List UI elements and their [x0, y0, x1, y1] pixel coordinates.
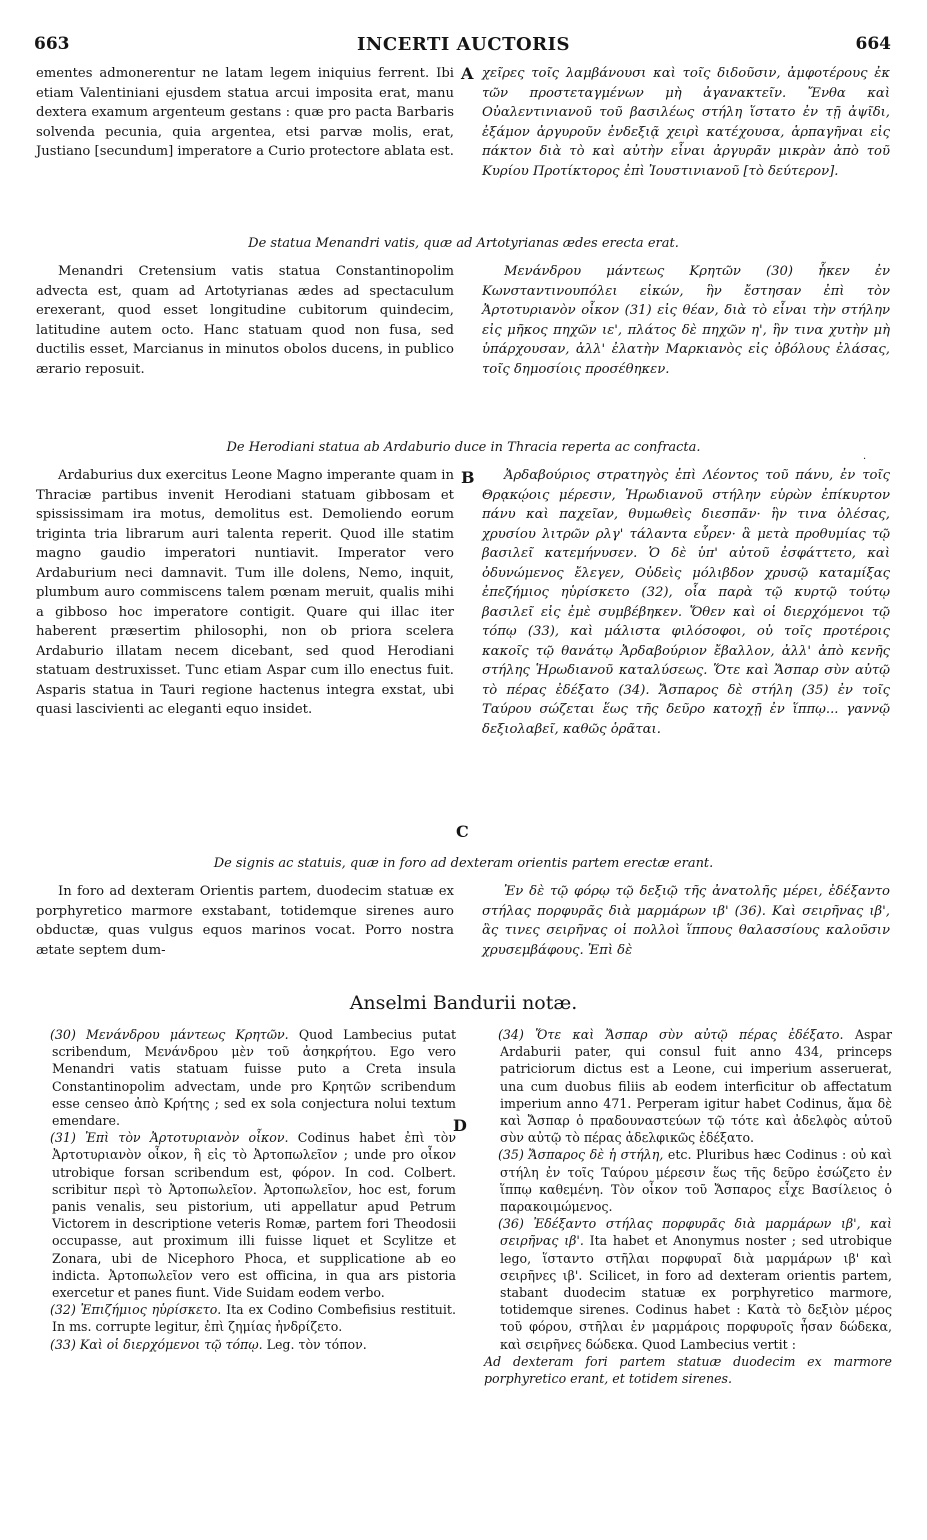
- note-item: [36, 1336, 456, 1353]
- note-text: Aspar Ardaburii pater, qui consul fuit anno 434, princeps patriciorum dictus est a Leone, cui imperium asseruerat, una cum duobus filiis ab eodem interficitur ob affectatum imperium anno 471. Perperam igitur habet Codinus, ἅμα δὲ καὶ Ἄσπαρ ὁ πραδουναστεύων τῷ τότε καὶ ἀδελφὸς αὐτοῦ σὺν αὐτῷ τὸ πέρας ἀδελφικῶς ἐδέξατο.: [500, 1027, 892, 1146]
- note-lemma: (32) Ἐπιζήμιος ηὑρίσκετο.: [50, 1302, 222, 1318]
- greek-paragraph: Ἀρδαβούριος στρατηγὸς ἐπὶ Λέοντος τοῦ πάνυ, ἐν τοῖς Θρᾳκῴοις μέρεσιν, Ἡρωδιανοῦ στήλην εὑρὼν ἐπίκυρτον πάνυ καὶ παχεῖαν, θυμωθεὶς διεσπᾶν· ἣν τινα ὀλέσας, χρυσίου λιτρῶν ρλγ' τάλαντα εὗρεν· ἃ μετὰ προθυμίας τῷ βασιλεῖ κατεμήνυσεν. Ὁ δὲ ὑπ' αὐτοῦ ἐσφάττετο, καὶ ὀδυνώμενος ἔλεγεν, Οὐδεὶς μόλιβδον χρυσῷ καταμίξας ἐπεζήμιος ηὑρίσκετο (32), οἷα παρὰ τῷ κυρτῷ τούτῳ βασιλεῖ εἰς ἐμὲ συμβέβηκεν. Ὅθεν καὶ οἱ διερχόμενοι τῷ τόπῳ (33), καὶ μάλιστα φιλόσοφοι, οὐ τοῖς προτέροις κακοῖς τῷ θανάτῳ Ἀρδαβούριον ἔβαλλον, ἀλλ' ἀπὸ κενῆς στήλης Ἡρωδιανοῦ καταλύσεως. Ὅτε καὶ Ἄσπαρ σὺν αὐτῷ τὸ πέρας ἐδέξατο (34). Ἄσπαρος δὲ στήλη (35) ἐν τοῖς Ταύρου σώζεται ἕως τῆς δεῦρο κατοχῇ ἐν ἵππῳ... γαννῷ δεξιολαβεῖ, καθῶς ὁρᾶται.: [482, 468, 890, 737]
- margin-mark-b: B: [461, 468, 475, 487]
- margin-mark-d: D: [453, 1116, 467, 1135]
- note-item: [36, 1026, 456, 1129]
- latin-column: [36, 262, 454, 379]
- greek-column: [482, 262, 890, 379]
- note-lemma: (31) Ἐπὶ τὸν Ἀρτοτυριανὸν οἶκον.: [50, 1130, 289, 1146]
- notes-heading: Anselmi Bandurii notæ.: [349, 992, 578, 1014]
- latin-column: [36, 466, 454, 720]
- section-heading: De signis ac statuis, quæ in foro ad dexteram orientis partem erectæ erant.: [213, 856, 714, 871]
- greek-paragraph: χεῖρες τοῖς λαμβάνουσι καὶ τοῖς διδοῦσιν, ἀμφοτέρους ἐκ τῶν προστεταγμένων μὴ ἀγανακτεῖν. Ἔνθα καὶ Οὐαλεντινιανοῦ τοῦ βασιλέως στήλη ἵστατο ἐν τῇ ἀψῖδι, ἐξάμον ἀργυροῦν ἐνδεξιᾷ χειρὶ κατέχουσα, ἁρπαγῆναι εἰς πάκτον διὰ τὸ καὶ αὐτὴν εἶναι ἀργυρᾶν μικρὰν ἀπὸ τοῦ Κυρίου Προτίκτορος ἐπὶ Ἰουστινιανοῦ [τὸ δεύτερον].: [482, 66, 890, 179]
- page-number-left: 663: [34, 34, 70, 54]
- note-lemma: (35) Ἄσπαρος δὲ ἡ στήλη,: [498, 1147, 664, 1163]
- note-lemma: (33) Καὶ οἱ διερχόμενοι τῷ τόπῳ.: [50, 1336, 263, 1352]
- section-heading: De statua Menandri vatis, quæ ad Artotyrianas ædes erecta erat.: [248, 236, 679, 251]
- note-text: Codinus habet ἐπὶ τὸν Ἀρτοτυριανὸν οἶκον, ἢ εἰς τὸ Ἀρτοπωλεῖον ; unde pro οἶκον utrobique forsan scribendum est, φόρον. In cod. Colbert. scribitur περὶ τὸ Ἀρτοπωλεῖον. Ἀρτοπωλεῖον, hoc est, forum panis venalis, seu pistorium, uti appellatur apud Petrum Victorem in descriptione veteris Romæ, partem fori Theodosii occupasse, aut proximum illi fuisse liquet et Scylitze et Zonara, ubi de Nicephoro Phoca, et supplicatione ab eo indicta. Ἀρτοπωλεῖον vero est officina, in qua ars pistoria exercetur et panes fiunt. Vide Suidam eodem verbo.: [52, 1130, 456, 1301]
- note-text: Leg. τὸν τόπον.: [262, 1336, 367, 1352]
- notes-column-left: [36, 1026, 456, 1353]
- note-lemma: (34) Ὅτε καὶ Ἄσπαρ σὺν αὐτῷ πέρας ἐδέξατο.: [498, 1027, 844, 1042]
- note-text: etc. Pluribus hæc Codinus : οὐ καὶ στήλη ἐν τοῖς Ταύρου μέρεσιν ἕως τῆς δεῦρο ἐσώζετο ἐν ἵππῳ καθεμένη. Τὸν οἶκον τοῦ Ἄσπαρος εἶχε Βασίλειος ὁ παρακοιμώμενος.: [500, 1147, 892, 1215]
- latin-column: [36, 882, 454, 960]
- page-number-right: 664: [855, 34, 891, 54]
- greek-column: [482, 882, 890, 960]
- greek-paragraph: Ἐν δὲ τῷ φόρῳ τῷ δεξιῷ τῆς ἀνατολῆς μέρει, ἐδέξαντο στήλας πορφυρᾶς διὰ μαρμάρων ιβ' (36). Καὶ σειρῆνας ιβ', ἃς τινες σειρῆνας οἱ πολλοὶ ἵππους θαλασσίους καλοῦσιν χρυσεμβάφους. Ἐπὶ δὲ: [482, 884, 890, 958]
- greek-column: [482, 64, 890, 181]
- latin-paragraph: Ardaburius dux exercitus Leone Magno imperante quam in Thraciæ partibus invenit Herodiani statuam gibbosam et spississimam ira motus, demolitus est. Demoliendo eorum triginta tria librarum auri talenta reperit. Quod ille statim magno gaudio imperatori nuntiavit. Imperator vero Ardaburium neci damnavit. Tum ille dolens, Nemo, inquit, plumbum auro commiscens talem pœnam meruit, qualis mihi a gibboso hoc imperatore contigit. Quare qui illac iter haberent præsertim philosophi, non ob priora scelera Ardaburio illatam necem dicebant, sed quod Herodiani statuam destruxisset. Tunc etiam Aspar cum illo enectus fuit. Asparis statua in Tauri regione hactenus integra exstat, ubi quasi lascivienti ac eleganti equo insidet.: [36, 468, 454, 717]
- note-lemma: (30) Μενάνδρου μάντεως Κρητῶν.: [50, 1027, 289, 1042]
- note-item: [484, 1215, 892, 1353]
- note-text: Ita habet et Anonymus noster ; sed utrobique lego, ἵσταντο στῆλαι πορφυραῖ διὰ μαρμάρων ιβ' καὶ σειρῆνες ιβ'. Scilicet, in foro ad dexteram orientis partem, stabant duodecim statuæ ex porphyretico marmore, totidemque sirenes. Codinus habet : Κατὰ τὸ δεξιὸν μέρος τοῦ φόρου, στῆλαι ἐν μαρμάροις πορφυροῖς ἦσαν δώδεκα, καὶ σειρῆνες δώδεκα. Quod Lambecius vertit :: [500, 1233, 892, 1352]
- note-lemma: (36) Ἐδέξαντο στήλας πορφυρᾶς διὰ μαρμάρων ιβ', καὶ σειρῆνας ιβ'.: [498, 1216, 892, 1249]
- greek-paragraph: Μενάνδρου μάντεως Κρητῶν (30) ἧκεν ἐν Κωνσταντινουπόλει εἰκών, ἣν ἔστησαν ἐπὶ τὸν Ἀρτοτυριανὸν οἶκον (31) εἰς θέαν, διὰ τὸ εἶναι τὴν στήλην εἰς μῆκος πηχῶν ιε', πλάτος δὲ πηχῶν η', ἣν τινα χυτὴν μὴ ὑπάρχουσαν, ἀλλ' ἐλατὴν Μαρκιανὸς εἰς ὀβόλους ἐλάσας, τοῖς δημοσίοις προσέθηκεν.: [482, 264, 890, 377]
- note-item: [484, 1353, 892, 1387]
- greek-column: [482, 466, 890, 739]
- note-text: Ita ex Codino Combefisius restituit. In ms. corrupte legitur, ἐπὶ ζημίας ἠνδρίζετο.: [52, 1302, 456, 1335]
- section-heading: De Herodiani statua ab Ardaburio duce in Thracia reperta ac confracta.: [226, 440, 701, 455]
- note-item: [484, 1026, 892, 1146]
- note-item: [36, 1129, 456, 1301]
- note-text: Quod Lambecius putat scribendum, Μενάνδρου μὲν τοῦ ἀσηκρήτου. Ego vero Menandri vatis statuam fuisse puto a Creta insula Constantinopolim advectam, unde pro Κρητῶν scribendum esse censeo ἀπὸ Κρήτης ; sed ex sola conjectura nolui textum emendare.: [52, 1027, 457, 1129]
- margin-mark-c: C: [456, 822, 469, 841]
- print-speck: ·: [863, 454, 867, 465]
- notes-column-right: [484, 1026, 892, 1387]
- running-title: INCERTI AUCTORIS: [356, 34, 571, 55]
- latin-paragraph: Menandri Cretensium vatis statua Constantinopolim advecta est, quam ad Artotyrianas ædes ad spectaculum erexerant, quod esset longitudine cubitorum quindecim, latitudine autem octo. Hanc statuam quod non fusa, sed ductilis esset, Marcianus in minutos obolos ducens, in publico ærario reposuit.: [36, 264, 454, 377]
- latin-paragraph: ementes admonerentur ne latam legem iniquius ferrent. Ibi etiam Valentiniani ejusdem statua arcui imposita erat, manu dextera examum argenteum gestans : quæ pro pacta Barbaris solvenda pecunia, quia argentea, etsi parvæ molis, erat, Justiano [secundum] imperatore a Curio protectore ablata est.: [36, 66, 454, 159]
- margin-mark-a: A: [461, 64, 474, 83]
- note-item: [36, 1301, 456, 1335]
- latin-paragraph: In foro ad dexteram Orientis partem, duodecim statuæ ex porphyretico marmore exstabant, totidemque sirenes auro obductæ, quas vulgus equos marinos vocat. Porro nostra ætate septem dum-: [36, 884, 454, 958]
- note-text-italic: Ad dexteram fori partem statuæ duodecim ex marmore porphyretico erant, et totidem sirenes.: [484, 1353, 892, 1387]
- note-item: [484, 1146, 892, 1215]
- latin-column: [36, 64, 454, 162]
